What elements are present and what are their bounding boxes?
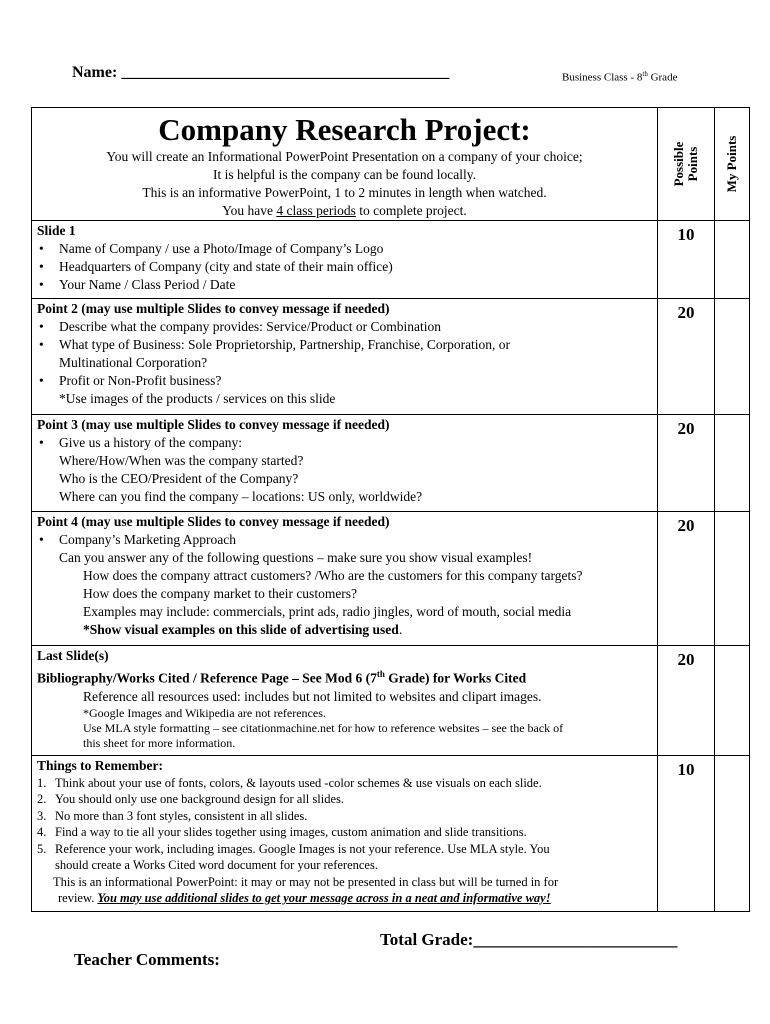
intro-line-1: You will create an Informational PowerPoint Presentation on a company of your choice; (106, 149, 583, 164)
last-line-1: Reference all resources used: includes but not limited to websites and clipart images. (83, 688, 542, 704)
list-item: 5. Reference your work, including images. Google Images is not your reference. Use MLA style. You should create a Works Cited word document for your references. (37, 841, 550, 872)
course-prefix: Business Class - 8 (562, 71, 643, 84)
point4-line-4: *Show visual examples on this slide of advertising used. (83, 622, 403, 637)
possible-points-point4: 20 (658, 512, 715, 646)
point3-row (32, 415, 750, 512)
course-label (562, 70, 677, 84)
class-periods: 4 class periods (276, 203, 356, 218)
point3-line-2: Who is the CEO/President of the Company? (59, 471, 299, 486)
point2-note: *Use images of the products / services on this slide (59, 391, 336, 406)
title-row (32, 108, 750, 221)
point4-cell (32, 512, 658, 646)
slide1-row (32, 221, 750, 299)
list-item: • Headquarters of Company (city and state of their main office) (37, 258, 652, 276)
things-cell (32, 755, 658, 911)
last-line-4: this sheet for more information. (83, 735, 236, 750)
list-item: • Give us a history of the company: (37, 434, 652, 452)
things-closing-2: review. You may use additional slides to get your message across in a neat and informative way! (58, 891, 551, 905)
last-heading: Last Slide(s) (37, 648, 109, 663)
intro-line-3: This is an informative PowerPoint, 1 to 2 minutes in length when watched. (142, 185, 547, 200)
course-sup: th (642, 70, 648, 78)
list-item: 2. You should only use one background design for all slides. (37, 792, 344, 806)
list-item: • Your Name / Class Period / Date (37, 276, 652, 294)
list-item: • Company’s Marketing Approach (37, 531, 652, 549)
slide1-heading: Slide 1 (37, 223, 76, 238)
slide1-cell (32, 221, 658, 299)
last-cell (32, 646, 658, 756)
things-closing-1: This is an informational PowerPoint: it may or may not be presented in class but will be turned in for (53, 874, 559, 889)
my-points-point2[interactable] (715, 299, 750, 415)
point4-line-3: Examples may include: commercials, print ads, radio jingles, word of mouth, social media (83, 604, 572, 619)
last-subheading: Bibliography/Works Cited / Reference Page – See Mod 6 (7th Grade) for Works Cited (37, 669, 527, 686)
point4-line-0: Can you answer any of the following questions – make sure you show visual examples! (59, 550, 533, 565)
point3-line-1: Where/How/When was the company started? (59, 453, 304, 468)
things-heading: Things to Remember: (37, 757, 163, 773)
list-item: • What type of Business: Sole Proprietorship, Partnership, Franchise, Corporation, or Multinational Corporation? (37, 336, 652, 372)
possible-points-slide1: 10 (658, 221, 715, 299)
possible-points-last: 20 (658, 646, 715, 756)
point4-row (32, 512, 750, 646)
possible-points-point3: 20 (658, 415, 715, 512)
list-item: 3. No more than 3 font styles, consistent in all slides. (37, 808, 308, 823)
page-title: Company Research Project: (158, 112, 531, 147)
list-item: • Describe what the company provides: Service/Product or Combination (37, 318, 652, 336)
intro-line-2: It is helpful is the company can be found locally. (212, 167, 477, 182)
point4-line-2: How does the company market to their customers? (83, 586, 358, 601)
point4-heading: Point 4 (may use multiple Slides to convey message if needed) (37, 514, 390, 529)
list-item: • Profit or Non-Profit business? (37, 372, 652, 390)
my-points-slide1[interactable] (715, 221, 750, 299)
point3-heading: Point 3 (may use multiple Slides to convey message if needed) (37, 417, 390, 432)
list-item: 4. Find a way to tie all your slides together using images, custom animation and slide transitions. (37, 825, 527, 839)
teacher-comments-label: Teacher Comments: (74, 950, 220, 969)
list-item: 1. Think about your use of fonts, colors, & layouts used -color schemes & use visuals on each slide. (37, 775, 542, 790)
last-line-3: Use MLA style formatting – see citationmachine.net for how to reference websites – see the back of (83, 720, 564, 735)
rubric-table (31, 107, 750, 912)
point3-cell (32, 415, 658, 512)
point2-cell (32, 299, 658, 415)
my-points-point3[interactable] (715, 415, 750, 512)
my-points-last[interactable] (715, 646, 750, 756)
point2-heading: Point 2 (may use multiple Slides to convey message if needed) (37, 301, 390, 316)
possible-points-header: Possible Points (658, 108, 715, 221)
point4-line-1: How does the company attract customers? /Who are the customers for this company targets? (83, 568, 583, 583)
my-points-point4[interactable] (715, 512, 750, 646)
things-row (32, 755, 750, 911)
my-points-header: My Points (715, 108, 750, 221)
my-points-things[interactable] (715, 755, 750, 911)
total-grade-label: Total Grade:________________________ (380, 930, 678, 949)
possible-points-things: 10 (658, 755, 715, 911)
last-line-2: *Google Images and Wikipedia are not references. (83, 705, 326, 720)
last-row (32, 646, 750, 756)
possible-points-point2: 20 (658, 299, 715, 415)
list-item: • Name of Company / use a Photo/Image of Company’s Logo (37, 240, 652, 258)
title-cell (32, 108, 658, 221)
point3-line-3: Where can you find the company – locations: US only, worldwide? (59, 489, 423, 504)
course-suffix: Grade (647, 71, 678, 84)
name-field-label: Name: _________________________________________ (72, 64, 450, 81)
point2-row (32, 299, 750, 415)
intro-line-4: You have 4 class periods to complete project. (222, 203, 467, 218)
